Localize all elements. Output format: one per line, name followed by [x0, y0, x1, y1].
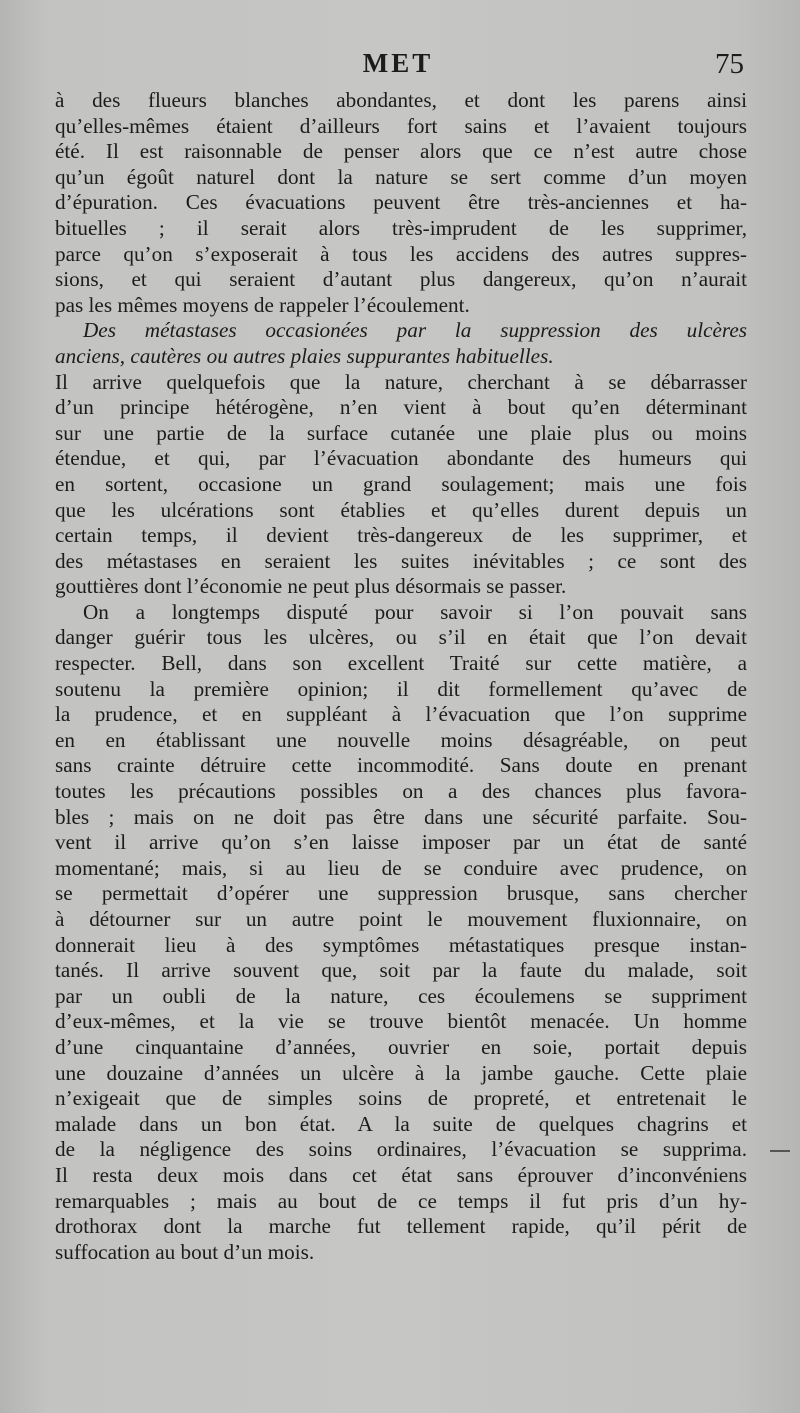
- text-line: gouttières dont l’économie ne peut plus désormais se passer.: [55, 574, 567, 599]
- text-line: donnerait lieu à des symptômes métastatiques presque instan-: [55, 932, 747, 957]
- text-line: la prudence, et en suppléant à l’évacuation que l’on supprime: [55, 702, 747, 727]
- page-header: [58, 48, 744, 88]
- heading-line: Des métastases occasionées par la suppression des ulcères: [83, 318, 747, 343]
- text-line: respecter. Bell, dans son excellent Traité sur cette matière, a: [55, 651, 747, 676]
- text-line: danger guérir tous les ulcères, ou s’il en était que l’on devait: [55, 625, 747, 650]
- margin-mark: [770, 1150, 790, 1152]
- text-line: d’un principe hétérogène, n’en vient à bout qu’en déterminant: [55, 395, 747, 420]
- text-line: en sortent, occasione un grand soulagement; mais une fois: [55, 471, 747, 496]
- paragraph-1: [55, 88, 747, 318]
- text-line: toutes les précautions possibles on a des chances plus favora-: [55, 779, 747, 804]
- text-line: par un oubli de la nature, ces écoulemens se suppriment: [55, 983, 747, 1008]
- text-line: qu’un égoût naturel dont la nature se sert comme d’un moyen: [55, 164, 747, 189]
- text-line: à des flueurs blanches abondantes, et dont les parens ainsi: [55, 88, 747, 112]
- text-line: remarquables ; mais au bout de ce temps il fut pris d’un hy-: [55, 1188, 747, 1213]
- text-line: soutenu la première opinion; il dit formellement qu’avec de: [55, 676, 747, 701]
- text-line: suffocation au bout d’un mois.: [55, 1239, 315, 1264]
- text-line: n’exigeait que de simples soins de propreté, et entretenait le: [55, 1086, 747, 1111]
- text-line: de la négligence des soins ordinaires, l’évacuation se supprima.: [55, 1137, 747, 1162]
- body-text: [55, 88, 747, 1265]
- text-line: d’eux-mêmes, et la vie se trouve bientôt menacée. Un homme: [55, 1009, 747, 1034]
- text-line: drothorax dont la marche fut tellement rapide, qu’il périt de: [55, 1214, 747, 1239]
- text-line: bles ; mais on ne doit pas être dans une sécurité parfaite. Sou-: [55, 804, 747, 829]
- section-heading: [55, 318, 747, 369]
- heading-line: anciens, cautères ou autres plaies suppurantes habituelles.: [55, 343, 554, 368]
- text-line: pas les mêmes moyens de rappeler l’écoulement.: [55, 292, 470, 317]
- text-line: une douzaine d’années un ulcère à la jambe gauche. Cette plaie: [55, 1060, 747, 1085]
- text-line: d’épuration. Ces évacuations peuvent être très-anciennes et ha-: [55, 190, 747, 215]
- text-line: Il arrive quelquefois que la nature, cherchant à se débarrasser: [55, 369, 747, 394]
- text-line: malade dans un bon état. A la suite de quelques chagrins et: [55, 1111, 747, 1136]
- text-line: été. Il est raisonnable de penser alors que ce n’est autre chose: [55, 139, 747, 164]
- text-line: étendue, et qui, par l’évacuation abondante des humeurs qui: [55, 446, 747, 471]
- text-line: tanés. Il arrive souvent que, soit par la faute du malade, soit: [55, 958, 747, 983]
- text-line: sur une partie de la surface cutanée une plaie plus ou moins: [55, 420, 747, 445]
- paragraph-3: [55, 600, 747, 1265]
- text-line: des métastases en seraient les suites inévitables ; ce sont des: [55, 548, 747, 573]
- text-line: que les ulcérations sont établies et qu’elles durent depuis un: [55, 497, 747, 522]
- text-line: parce qu’on s’exposerait à tous les accidens des autres suppres-: [55, 241, 747, 266]
- text-line: sions, et qui seraient d’autant plus dangereux, qu’on n’aurait: [55, 267, 747, 292]
- text-line: sans crainte détruire cette incommodité. Sans doute en prenant: [55, 753, 747, 778]
- text-line: certain temps, il devient très-dangereux de les supprimer, et: [55, 523, 747, 548]
- text-line: bituelles ; il serait alors très-imprudent de les supprimer,: [55, 215, 747, 240]
- text-line: qu’elles-mêmes étaient d’ailleurs fort sains et l’avaient toujours: [55, 113, 747, 138]
- text-line: en en établissant une nouvelle moins désagréable, on peut: [55, 727, 747, 752]
- text-line: à détourner sur un autre point le mouvement fluxionnaire, on: [55, 907, 747, 931]
- text-line: vent il arrive qu’on s’en laisse imposer par un état de santé: [55, 830, 747, 855]
- text-line: se permettait d’opérer une suppression brusque, sans chercher: [55, 881, 747, 906]
- running-head: MET: [362, 48, 434, 78]
- text-line: momentané; mais, si au lieu de se conduire avec prudence, on: [55, 855, 747, 880]
- page-number: 75: [715, 48, 744, 80]
- paragraph-2: [55, 370, 747, 600]
- text-line: d’une cinquantaine d’années, ouvrier en soie, portait depuis: [55, 1034, 747, 1059]
- text-line: Il resta deux mois dans cet état sans éprouver d’inconvéniens: [55, 1162, 747, 1187]
- text-line: On a longtemps disputé pour savoir si l’on pouvait sans: [83, 599, 747, 624]
